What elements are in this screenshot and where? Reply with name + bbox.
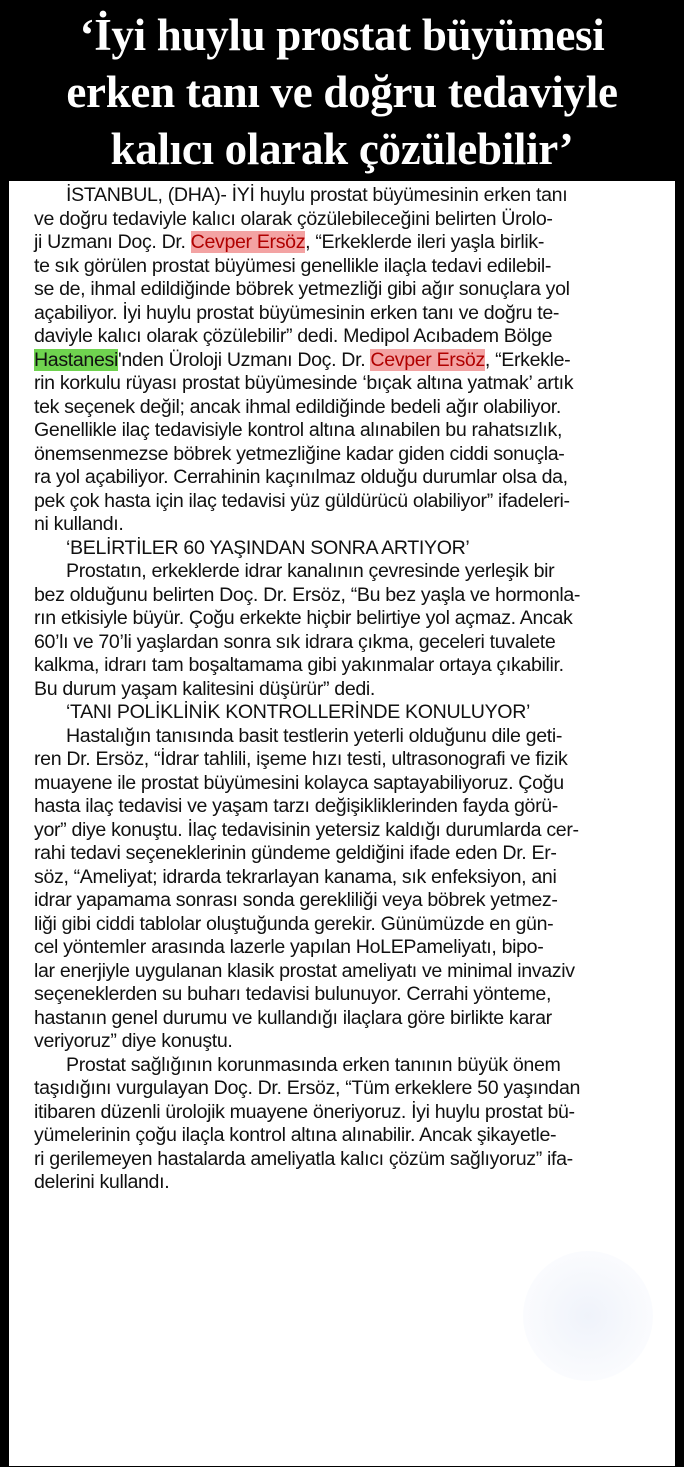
- body-line: önemsenmezse böbrek yetmezliğine kadar giden ciddi sonuçla-: [34, 442, 565, 465]
- faint-watermark: [523, 1251, 653, 1381]
- body-line: idrar yapamama sonrası sonda gerekliliği veya böbrek yetmez-: [34, 889, 558, 911]
- body-line: söz, “Ameliyat; idrarda tekrarlayan kanama, sık enfeksiyon, ani: [34, 865, 557, 888]
- body-line: taşıdığını vurgulayan Doç. Dr. Ersöz, “Tüm erkeklere 50 yaşından: [34, 1077, 581, 1099]
- body-line: Genellikle ilaç tedavisiyle kontrol altına alınabilen bu rahatsızlık,: [34, 419, 563, 441]
- line-text: , “Erkekle-: [484, 348, 571, 371]
- body-line: ve doğru tedaviyle kalıcı olarak çözülebileceğini belirten Ürolo-: [34, 207, 553, 230]
- body-line: yümelerinin çoğu ilaçla kontrol altına alınabilir. Ancak şikayetle-: [34, 1124, 557, 1146]
- body-line: veriyoruz” diye konuştu.: [34, 1030, 233, 1052]
- body-line: rahi tedavi seçeneklerinin gündeme geldiğini ifade eden Dr. Er-: [34, 842, 557, 864]
- body-line: ra yol açabiliyor. Cerrahinin kaçınılmaz olduğu durumlar olsa da,: [34, 466, 568, 488]
- body-line: cel yöntemler arasında lazerle yapılan HoLEPameliyatı, bipo-: [34, 936, 544, 958]
- headline: [9, 1, 675, 178]
- body-line: ni kullandı.: [34, 513, 124, 535]
- body-line: se de, ihmal edildiğinde böbrek yetmezliği gibi ağır sonuçlara yol: [34, 278, 570, 300]
- body-line: İSTANBUL, (DHA)- İYİ huylu prostat büyümesinin erken tanı: [66, 184, 568, 206]
- body-line: delerini kullandı.: [34, 1171, 170, 1193]
- subheading: ‘TANI POLİKLİNİK KONTROLLERİNDE KONULUYOR’: [66, 701, 530, 723]
- highlighted-name: Cevper Ersöz: [370, 348, 485, 371]
- headline-line: kalıcı olarak çözülebilir’: [110, 124, 574, 174]
- body-line: ri gerilemeyen hastalarda ameliyatla kalıcı çözüm sağlıyoruz” ifa-: [34, 1147, 573, 1170]
- line-text: 'nden Üroloji Uzmanı Doç. Dr.: [117, 348, 371, 371]
- body-line: hasta ilaç tedavisi ve yaşam tarzı değişikliklerinden fayda görü-: [34, 795, 558, 817]
- body-line: [34, 349, 669, 373]
- body-line: seçeneklerden su buharı tedavisi bulunuyor. Cerrahi yönteme,: [34, 983, 552, 1005]
- body-line: lar enerjiyle uygulanan klasik prostat ameliyatı ve minimal invaziv: [34, 959, 575, 982]
- left-black-border: [1, 1, 9, 1466]
- body-line: Prostatın, erkeklerde idrar kanalının çevresinde yerleşik bir: [66, 560, 555, 582]
- body-line: rin korkulu rüyası prostat büyümesinde ‘bıçak altına yatmak’ artık: [34, 372, 574, 394]
- line-text: , “Erkeklerde ileri yaşla birlik-: [305, 231, 545, 253]
- body-line: [34, 231, 669, 255]
- body-line: Prostat sağlığının korunmasında erken tanının büyük önem: [66, 1053, 561, 1076]
- body-line: ren Dr. Ersöz, “İdrar tahlili, işeme hızı testi, ultrasonografi ve fizik: [34, 748, 568, 770]
- headline-line: erken tanı ve doğru tedaviyle: [66, 67, 618, 117]
- line-text: ji Uzmanı Doç. Dr.: [34, 231, 191, 253]
- subheading: ‘BELİRTİLER 60 YAŞINDAN SONRA ARTIYOR’: [66, 536, 470, 559]
- body-line: bez olduğunu belirten Doç. Dr. Ersöz, “Bu bez yaşla ve hormonla-: [34, 583, 581, 606]
- body-line: 60’lı ve 70’li yaşlardan sonra sık idrara çıkma, geceleri tuvalete: [34, 630, 556, 653]
- body-line: te sık görülen prostat büyümesi genellikle ilaçla tedavi edilebil-: [34, 254, 552, 277]
- body-line: itibaren düzenli ürolojik muayene öneriyoruz. İyi huylu prostat bü-: [34, 1100, 575, 1123]
- body-line: pek çok hasta için ilaç tedavisi yüz güldürücü olabiliyor” ifadeleri-: [34, 489, 570, 512]
- body-line: açabiliyor. İyi huylu prostat büyümesinin erken tanı ve doğru te-: [34, 301, 560, 324]
- body-line: yor” diye konuştu. İlaç tedavisinin yetersiz kaldığı durumlarda cer-: [34, 818, 579, 841]
- body-line: tek seçenek değil; ancak ihmal edildiğinde bedeli ağır olabiliyor.: [34, 395, 561, 418]
- body-line: daviyle kalıcı olarak çözülebilir” dedi. Medipol Acıbadem Bölge: [34, 325, 553, 347]
- body-line: Hastalığın tanısında basit testlerin yeterli olduğunu dile geti-: [66, 724, 563, 747]
- right-black-border: [675, 1, 683, 1466]
- body-line: Bu durum yaşam kalitesini düşürür” dedi.: [34, 677, 376, 700]
- headline-banner: [9, 1, 675, 181]
- highlighted-name: Cevper Ersöz: [190, 231, 306, 253]
- body-line: liği gibi ciddi tablolar oluştuğunda gerekir. Günümüzde en gün-: [34, 912, 554, 935]
- headline-line: ‘İyi huylu prostat büyümesi: [79, 10, 605, 60]
- body-line: kalkma, idrarı tam boşaltamama gibi yakınmalar ortaya çıkabilir.: [34, 654, 564, 676]
- body-line: hastanın genel durumu ve kullandığı ilaçlara göre birlikte karar: [34, 1006, 552, 1029]
- body-line: rın etkisiyle büyür. Çoğu erkekte hiçbir belirtiye yol açmaz. Ancak: [34, 607, 573, 629]
- highlighted-hospital: Hastanesi: [34, 348, 118, 371]
- body-line: muayene ile prostat büyümesini kolayca saptayabiliyoruz. Çoğu: [34, 771, 564, 794]
